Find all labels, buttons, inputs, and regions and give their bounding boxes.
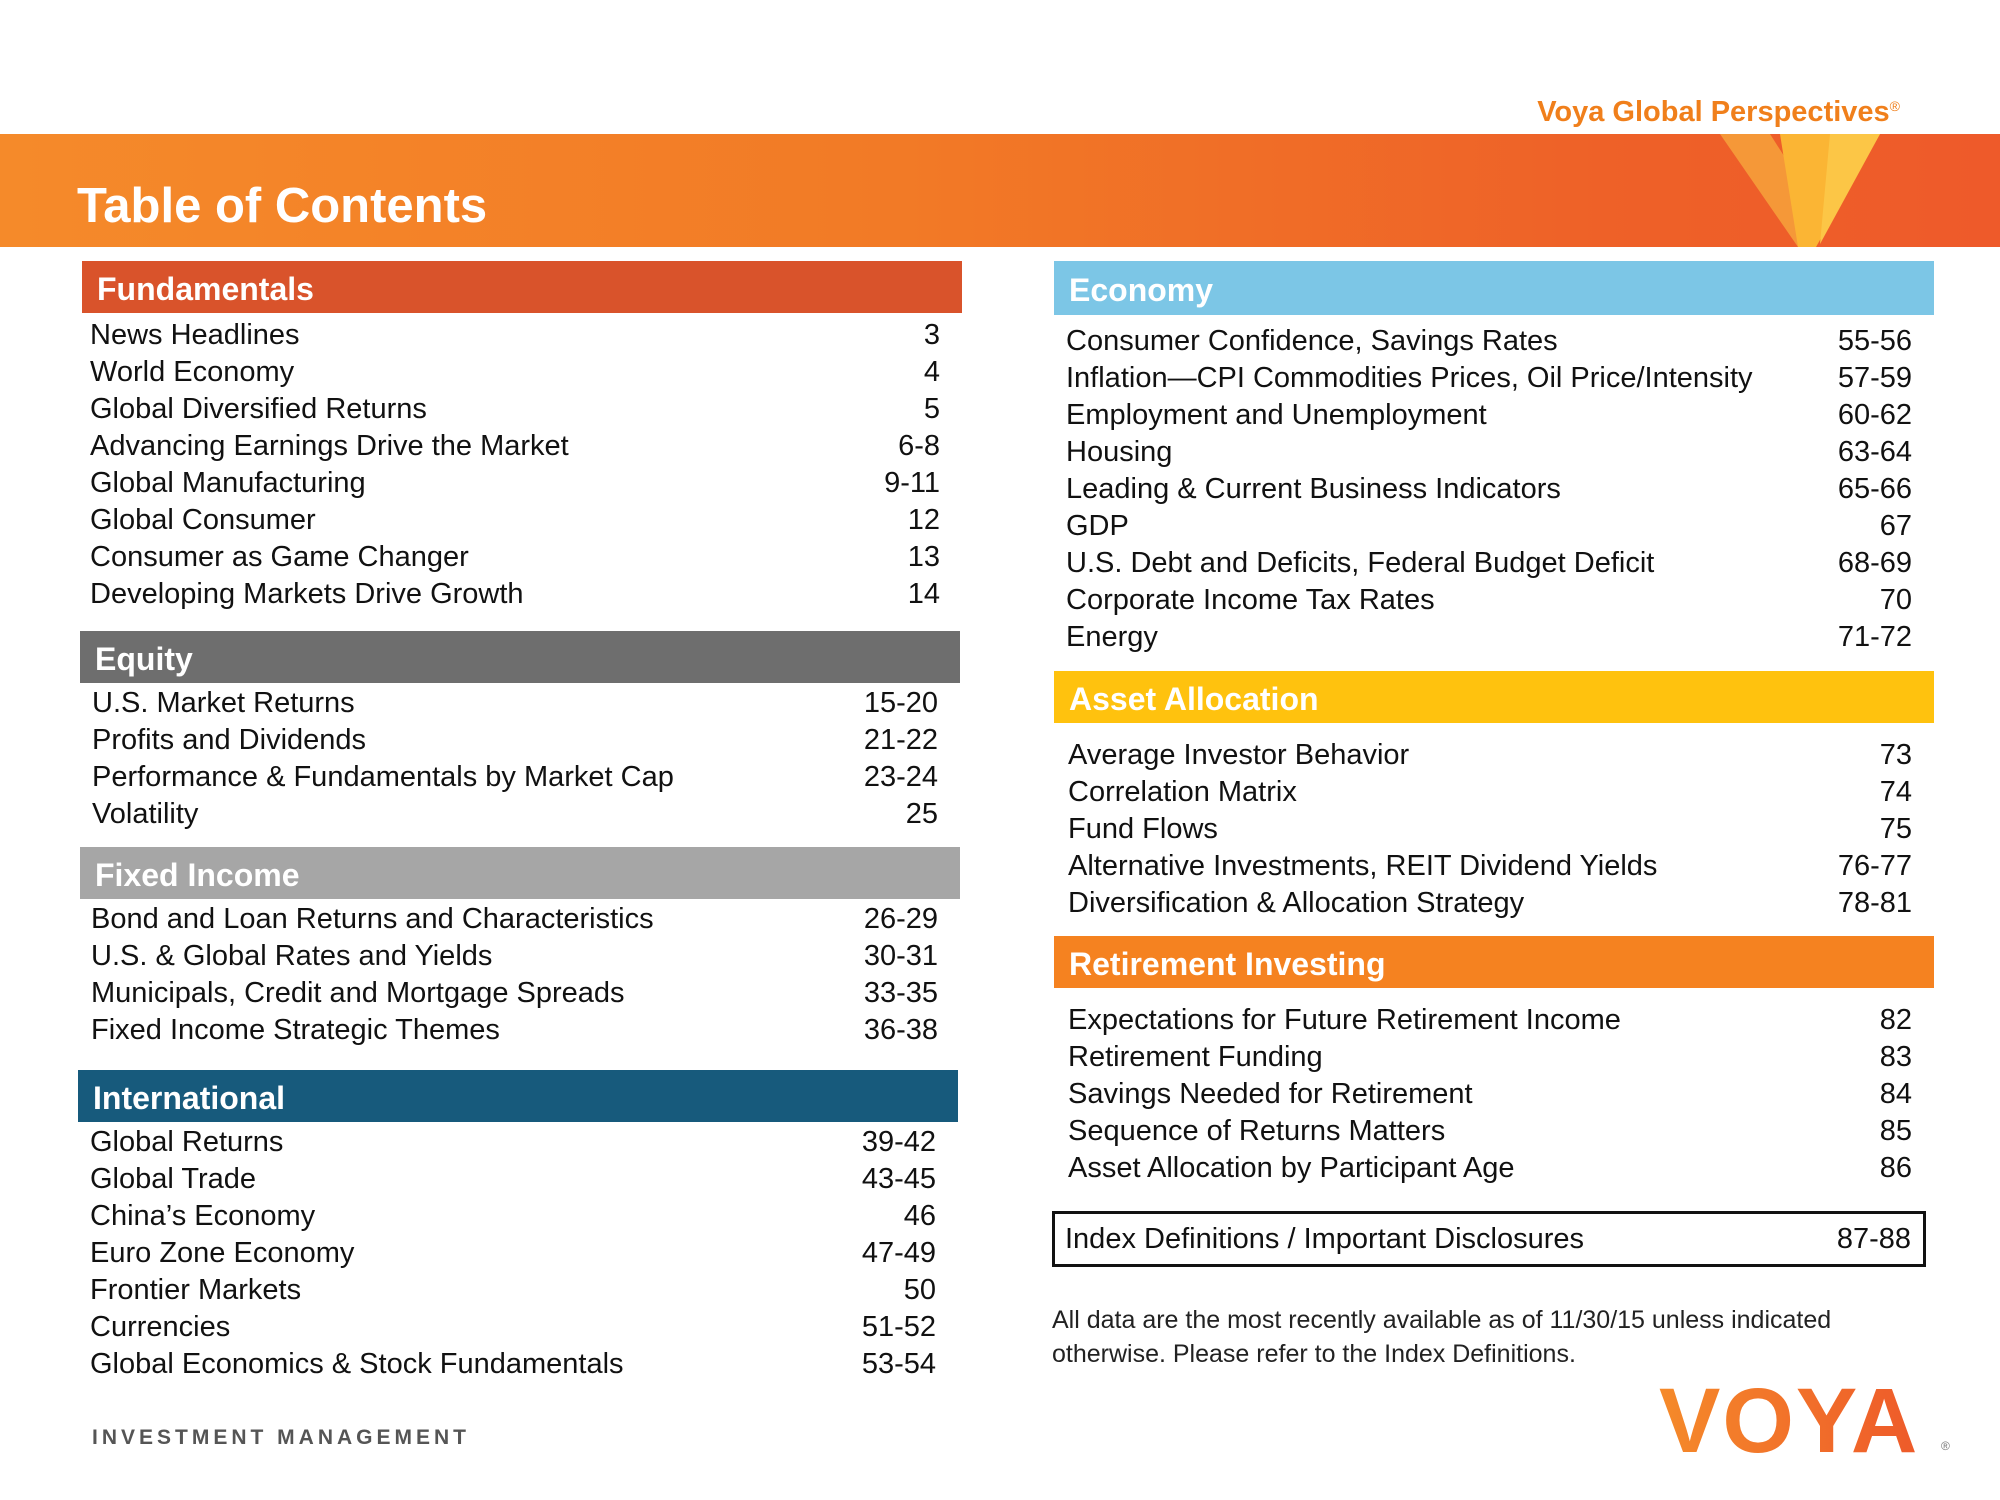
toc-label: Bond and Loan Returns and Characteristics [91,903,654,935]
toc-label: Savings Needed for Retirement [1068,1078,1473,1110]
toc-pages: 85 [1879,1115,1912,1147]
toc-label: U.S. Market Returns [92,687,355,719]
toc-pages: 84 [1879,1078,1912,1110]
toc-row[interactable] [91,1012,938,1049]
toc-label: GDP [1066,510,1129,542]
section-international [78,1070,958,1383]
toc-list [1054,988,1934,1187]
toc-label: Global Diversified Returns [90,393,427,425]
voya-sail-icon [1720,134,1890,247]
toc-row[interactable] [1066,508,1912,545]
toc-label: Currencies [90,1311,231,1343]
section-fundamentals [82,261,962,613]
toc-pages: 5 [923,393,940,425]
toc-label: Euro Zone Economy [90,1237,355,1269]
toc-row[interactable] [90,1161,936,1198]
toc-label: Volatility [92,798,199,830]
toc-label: World Economy [90,356,295,388]
toc-label: Developing Markets Drive Growth [90,578,524,610]
toc-pages: 63-64 [1837,436,1912,468]
toc-label: Consumer as Game Changer [90,541,469,573]
toc-pages: 23-24 [863,761,938,793]
toc-pages: 6-8 [898,430,940,462]
toc-row[interactable] [1068,1150,1912,1187]
toc-pages: 83 [1879,1041,1912,1073]
toc-label: Corporate Income Tax Rates [1066,584,1435,616]
toc-row[interactable] [1066,619,1912,656]
toc-row[interactable] [90,502,940,539]
brand-title: Voya Global Perspectives® [1537,96,1900,128]
title-banner [0,134,2000,247]
toc-row[interactable] [92,759,938,796]
toc-row[interactable] [1068,1039,1912,1076]
toc-row[interactable] [1066,323,1912,360]
toc-list [82,313,962,613]
voya-logo [1655,1370,1955,1480]
section-equity [80,631,960,833]
section-header: Fundamentals [82,261,962,313]
section-header: Economy [1054,261,1934,315]
toc-label: Global Returns [90,1126,284,1158]
toc-row[interactable] [90,1346,936,1383]
toc-pages: 9-11 [884,467,940,499]
toc-label: Inflation—CPI Commodities Prices, Oil Price/Intensity [1066,362,1753,394]
toc-label: Average Investor Behavior [1068,739,1410,771]
toc-pages: 75 [1879,813,1912,845]
toc-list [78,1122,958,1383]
toc-label: Diversification & Allocation Strategy [1068,887,1525,919]
toc-row[interactable] [91,901,938,938]
toc-label: Fund Flows [1068,813,1218,845]
toc-row[interactable] [91,938,938,975]
toc-label: Consumer Confidence, Savings Rates [1066,325,1558,357]
section-header: International [78,1070,958,1122]
footer-division: INVESTMENT MANAGEMENT [92,1426,470,1449]
toc-label: Energy [1066,621,1158,653]
toc-pages: 87-88 [1836,1222,1911,1255]
toc-pages: 53-54 [861,1348,936,1380]
toc-row[interactable] [1066,582,1912,619]
toc-pages: 43-45 [861,1163,936,1195]
toc-pages: 65-66 [1837,473,1912,505]
section-header: Retirement Investing [1054,936,1934,988]
toc-label: Advancing Earnings Drive the Market [90,430,569,462]
toc-label: Frontier Markets [90,1274,302,1306]
toc-label: Fixed Income Strategic Themes [91,1014,500,1046]
toc-pages: 70 [1879,584,1912,616]
toc-label: Leading & Current Business Indicators [1066,473,1561,505]
toc-pages: 76-77 [1837,850,1912,882]
toc-label: Retirement Funding [1068,1041,1323,1073]
toc-list [80,899,960,1049]
toc-label: Housing [1066,436,1173,468]
toc-row[interactable] [1068,848,1912,885]
toc-label: Employment and Unemployment [1066,399,1487,431]
toc-pages: 46 [903,1200,936,1232]
toc-row[interactable] [92,685,938,722]
toc-pages: 78-81 [1837,887,1912,919]
index-definitions-row[interactable] [1052,1211,1926,1267]
toc-pages: 74 [1879,776,1912,808]
toc-pages: 21-22 [863,724,938,756]
toc-pages: 47-49 [861,1237,936,1269]
toc-row[interactable] [1066,471,1912,508]
toc-label: U.S. & Global Rates and Yields [91,940,493,972]
toc-pages: 15-20 [863,687,938,719]
toc-pages: 13 [907,541,940,573]
toc-row[interactable] [90,539,940,576]
section-asset-allocation [1054,671,1934,922]
toc-row[interactable] [1068,737,1912,774]
toc-row[interactable] [1068,811,1912,848]
toc-pages: 12 [907,504,940,536]
toc-pages: 68-69 [1837,547,1912,579]
toc-row[interactable] [90,1272,936,1309]
toc-label: China’s Economy [90,1200,316,1232]
toc-label: Global Consumer [90,504,316,536]
toc-pages: 14 [907,578,940,610]
toc-row[interactable] [1066,360,1912,397]
toc-pages: 50 [903,1274,936,1306]
section-retirement-investing [1054,936,1934,1187]
toc-pages: 73 [1879,739,1912,771]
toc-pages: 33-35 [863,977,938,1009]
toc-row[interactable] [90,428,940,465]
toc-pages: 55-56 [1837,325,1912,357]
toc-row[interactable] [1066,434,1912,471]
toc-label: Index Definitions / Important Disclosures [1065,1222,1584,1255]
toc-row[interactable] [90,354,940,391]
toc-pages: 36-38 [863,1014,938,1046]
toc-row[interactable] [90,1235,936,1272]
toc-pages: 57-59 [1837,362,1912,394]
toc-row[interactable] [1068,885,1912,922]
toc-pages: 4 [923,356,940,388]
toc-pages: 86 [1879,1152,1912,1184]
toc-pages: 39-42 [861,1126,936,1158]
toc-label: Sequence of Returns Matters [1068,1115,1446,1147]
toc-row[interactable] [92,722,938,759]
toc-label: Profits and Dividends [92,724,367,756]
toc-pages: 82 [1879,1004,1912,1036]
toc-row[interactable] [91,975,938,1012]
toc-list [80,683,960,833]
toc-pages: 60-62 [1837,399,1912,431]
logo-text: VOYA [1659,1370,1920,1472]
logo-mark: ® [1941,1439,1950,1453]
toc-row[interactable] [90,1198,936,1235]
toc-row[interactable] [90,317,940,354]
toc-row[interactable] [90,465,940,502]
toc-list [1054,315,1934,656]
toc-label: Municipals, Credit and Mortgage Spreads [91,977,625,1009]
toc-label: Asset Allocation by Participant Age [1068,1152,1515,1184]
data-disclaimer: All data are the most recently available as of 11/30/15 unless indicated otherwise. Please refer to the Index Definitions. [1052,1306,1832,1368]
toc-pages: 51-52 [861,1311,936,1343]
section-fixed-income [80,847,960,1049]
toc-label: News Headlines [90,319,300,351]
toc-pages: 3 [923,319,940,351]
toc-row[interactable] [1066,397,1912,434]
toc-row[interactable] [90,391,940,428]
page-title: Table of Contents [77,179,488,233]
section-header: Equity [80,631,960,683]
toc-pages: 67 [1879,510,1912,542]
toc-pages: 25 [905,798,938,830]
toc-row[interactable] [90,1309,936,1346]
toc-label: Global Trade [90,1163,257,1195]
section-header: Asset Allocation [1054,671,1934,723]
section-economy [1054,261,1934,656]
toc-row[interactable] [1068,1002,1912,1039]
toc-row[interactable] [1068,774,1912,811]
section-header: Fixed Income [80,847,960,899]
toc-row[interactable] [1068,1113,1912,1150]
toc-pages: 30-31 [863,940,938,972]
toc-row[interactable] [90,576,940,613]
toc-label: U.S. Debt and Deficits, Federal Budget Deficit [1066,547,1655,579]
toc-list [1054,723,1934,922]
toc-pages: 26-29 [863,903,938,935]
toc-label: Global Manufacturing [90,467,366,499]
toc-pages: 71-72 [1837,621,1912,653]
toc-label: Performance & Fundamentals by Market Cap [92,761,674,793]
toc-label: Expectations for Future Retirement Income [1068,1004,1621,1036]
toc-row[interactable] [92,796,938,833]
toc-label: Correlation Matrix [1068,776,1297,808]
toc-row[interactable] [1066,545,1912,582]
toc-label: Alternative Investments, REIT Dividend Yields [1068,850,1658,882]
toc-row[interactable] [90,1124,936,1161]
toc-label: Global Economics & Stock Fundamentals [90,1348,624,1380]
toc-row[interactable] [1068,1076,1912,1113]
